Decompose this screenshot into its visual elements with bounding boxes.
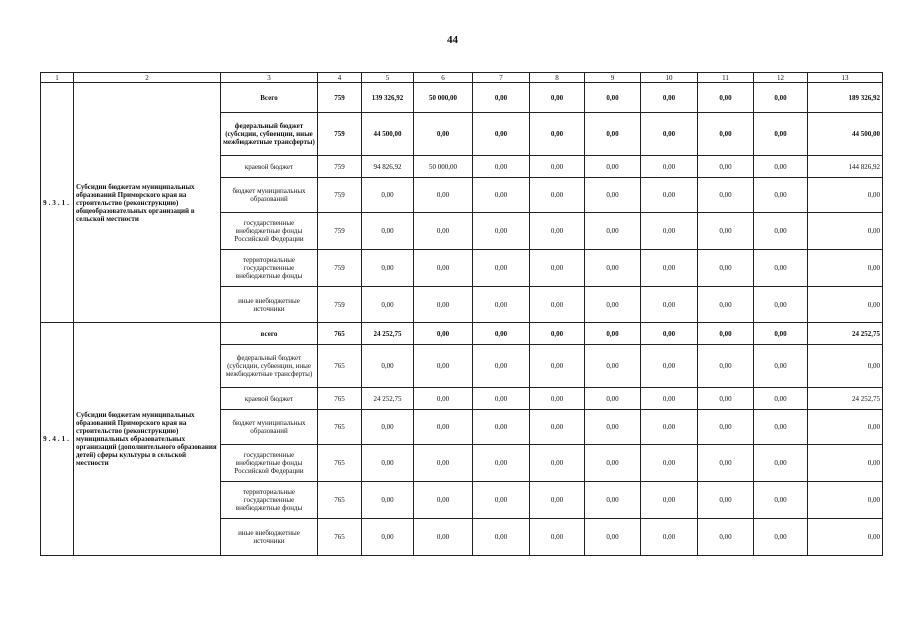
total-amount: 24 252,75 <box>808 388 883 410</box>
year-amount: 0,00 <box>530 156 585 178</box>
year-amount: 0,00 <box>698 323 754 345</box>
year-amount: 0,00 <box>530 445 585 482</box>
section-description: Субсидии бюджетам муниципальных образований Приморского края на строительство (реконструкцию) муниципальных образовательных организаций (дополнительного образования детей) сферы культуры в сельской местности <box>74 323 221 556</box>
year-amount: 0,00 <box>362 213 414 250</box>
year-amount: 0,00 <box>473 178 530 213</box>
year-amount: 0,00 <box>473 345 530 388</box>
year-amount: 0,00 <box>754 178 808 213</box>
year-amount: 0,00 <box>754 445 808 482</box>
year-amount: 0,00 <box>754 345 808 388</box>
year-amount: 0,00 <box>414 482 473 519</box>
total-amount: 44 500,00 <box>808 113 883 156</box>
year-amount: 0,00 <box>754 156 808 178</box>
total-amount: 0,00 <box>808 178 883 213</box>
year-amount: 0,00 <box>585 482 641 519</box>
year-amount: 0,00 <box>362 482 414 519</box>
funding-source: бюджет муниципальных образований <box>221 178 318 213</box>
budget-row <box>41 323 883 345</box>
year-amount: 0,00 <box>585 113 641 156</box>
year-amount: 0,00 <box>585 156 641 178</box>
year-amount: 0,00 <box>754 213 808 250</box>
year-amount: 0,00 <box>530 178 585 213</box>
year-amount: 0,00 <box>473 156 530 178</box>
year-amount: 0,00 <box>698 213 754 250</box>
column-number: 12 <box>754 73 808 83</box>
column-number: 2 <box>74 73 221 83</box>
total-amount: 189 326,92 <box>808 83 883 113</box>
section-description: Субсидии бюджетам муниципальных образований Приморского края на строительство (реконструкцию) общеобразовательных организаций в сельской местности <box>74 83 221 323</box>
year-amount: 0,00 <box>641 83 698 113</box>
year-amount: 0,00 <box>585 323 641 345</box>
year-amount: 0,00 <box>414 445 473 482</box>
year-amount: 0,00 <box>641 213 698 250</box>
year-amount: 0,00 <box>414 213 473 250</box>
department-code: 759 <box>318 156 362 178</box>
year-amount: 0,00 <box>641 388 698 410</box>
section-9-3-1 <box>41 83 883 323</box>
total-amount: 0,00 <box>808 445 883 482</box>
year-amount: 0,00 <box>754 113 808 156</box>
year-amount: 0,00 <box>754 323 808 345</box>
year-amount: 0,00 <box>754 519 808 556</box>
year-amount: 0,00 <box>585 445 641 482</box>
year-amount: 139 326,92 <box>362 83 414 113</box>
year-amount: 0,00 <box>530 345 585 388</box>
year-amount: 0,00 <box>698 287 754 323</box>
year-amount: 0,00 <box>530 287 585 323</box>
year-amount: 0,00 <box>414 410 473 445</box>
year-amount: 0,00 <box>362 410 414 445</box>
column-number: 3 <box>221 73 318 83</box>
funding-source: государственные внебюджетные фонды Российской Федерации <box>221 445 318 482</box>
year-amount: 0,00 <box>641 482 698 519</box>
funding-source: государственные внебюджетные фонды Российской Федерации <box>221 213 318 250</box>
year-amount: 0,00 <box>754 83 808 113</box>
column-number: 1 <box>41 73 74 83</box>
year-amount: 0,00 <box>585 83 641 113</box>
year-amount: 0,00 <box>641 323 698 345</box>
budget-row <box>41 83 883 113</box>
year-amount: 0,00 <box>754 410 808 445</box>
total-amount: 0,00 <box>808 213 883 250</box>
department-code: 759 <box>318 250 362 287</box>
year-amount: 0,00 <box>641 178 698 213</box>
year-amount: 24 252,75 <box>362 323 414 345</box>
year-amount: 0,00 <box>698 250 754 287</box>
department-code: 765 <box>318 445 362 482</box>
year-amount: 44 500,00 <box>362 113 414 156</box>
year-amount: 0,00 <box>530 250 585 287</box>
year-amount: 0,00 <box>530 83 585 113</box>
year-amount: 0,00 <box>414 345 473 388</box>
year-amount: 0,00 <box>585 178 641 213</box>
year-amount: 0,00 <box>530 410 585 445</box>
column-number: 7 <box>473 73 530 83</box>
year-amount: 0,00 <box>362 178 414 213</box>
year-amount: 0,00 <box>473 519 530 556</box>
total-amount: 0,00 <box>808 519 883 556</box>
column-number: 13 <box>808 73 883 83</box>
budget-table <box>40 72 883 556</box>
department-code: 765 <box>318 345 362 388</box>
department-code: 759 <box>318 178 362 213</box>
year-amount: 0,00 <box>530 323 585 345</box>
department-code: 759 <box>318 213 362 250</box>
year-amount: 0,00 <box>530 519 585 556</box>
year-amount: 0,00 <box>641 287 698 323</box>
department-code: 759 <box>318 113 362 156</box>
year-amount: 0,00 <box>698 519 754 556</box>
department-code: 765 <box>318 519 362 556</box>
year-amount: 24 252,75 <box>362 388 414 410</box>
total-amount: 0,00 <box>808 250 883 287</box>
year-amount: 0,00 <box>530 113 585 156</box>
year-amount: 0,00 <box>585 388 641 410</box>
section-code: 9.4.1. <box>41 323 74 556</box>
column-number: 11 <box>698 73 754 83</box>
year-amount: 0,00 <box>414 388 473 410</box>
year-amount: 0,00 <box>473 482 530 519</box>
column-number-row <box>41 73 883 83</box>
funding-source: федеральный бюджет (субсидии, субвенции, иные межбюджетные трансферты) <box>221 345 318 388</box>
year-amount: 0,00 <box>414 287 473 323</box>
funding-source: иные внебюджетные источники <box>221 519 318 556</box>
year-amount: 0,00 <box>641 156 698 178</box>
funding-source: Всего <box>221 83 318 113</box>
year-amount: 0,00 <box>585 345 641 388</box>
department-code: 765 <box>318 323 362 345</box>
department-code: 765 <box>318 388 362 410</box>
year-amount: 0,00 <box>414 113 473 156</box>
year-amount: 0,00 <box>362 345 414 388</box>
year-amount: 0,00 <box>641 345 698 388</box>
page-number: 44 <box>447 34 458 46</box>
year-amount: 0,00 <box>473 113 530 156</box>
year-amount: 0,00 <box>585 213 641 250</box>
year-amount: 0,00 <box>698 482 754 519</box>
funding-source: территориальные государственные внебюджетные фонды <box>221 250 318 287</box>
column-number: 5 <box>362 73 414 83</box>
year-amount: 0,00 <box>362 287 414 323</box>
year-amount: 0,00 <box>473 445 530 482</box>
year-amount: 0,00 <box>641 113 698 156</box>
year-amount: 0,00 <box>530 388 585 410</box>
year-amount: 0,00 <box>473 410 530 445</box>
year-amount: 0,00 <box>585 287 641 323</box>
column-number: 8 <box>530 73 585 83</box>
column-number: 4 <box>318 73 362 83</box>
funding-source: федеральный бюджет (субсидии, субвенции, иные межбюджетные трансферты) <box>221 113 318 156</box>
year-amount: 0,00 <box>698 113 754 156</box>
year-amount: 0,00 <box>473 388 530 410</box>
year-amount: 0,00 <box>698 156 754 178</box>
section-9-4-1 <box>41 323 883 556</box>
department-code: 765 <box>318 410 362 445</box>
year-amount: 0,00 <box>473 250 530 287</box>
year-amount: 0,00 <box>414 323 473 345</box>
year-amount: 0,00 <box>754 388 808 410</box>
department-code: 759 <box>318 287 362 323</box>
department-code: 759 <box>318 83 362 113</box>
total-amount: 24 252,75 <box>808 323 883 345</box>
year-amount: 94 826,92 <box>362 156 414 178</box>
year-amount: 0,00 <box>414 519 473 556</box>
year-amount: 0,00 <box>473 287 530 323</box>
funding-source: иные внебюджетные источники <box>221 287 318 323</box>
year-amount: 0,00 <box>414 178 473 213</box>
total-amount: 0,00 <box>808 287 883 323</box>
year-amount: 0,00 <box>362 445 414 482</box>
funding-source: территориальные государственные внебюджетные фонды <box>221 482 318 519</box>
year-amount: 0,00 <box>414 250 473 287</box>
year-amount: 0,00 <box>530 482 585 519</box>
funding-source: всего <box>221 323 318 345</box>
year-amount: 0,00 <box>473 213 530 250</box>
section-code: 9.3.1. <box>41 83 74 323</box>
year-amount: 0,00 <box>698 178 754 213</box>
column-number: 6 <box>414 73 473 83</box>
year-amount: 0,00 <box>585 410 641 445</box>
year-amount: 50 000,00 <box>414 83 473 113</box>
year-amount: 0,00 <box>698 388 754 410</box>
year-amount: 0,00 <box>585 250 641 287</box>
funding-source: краевой бюджет <box>221 156 318 178</box>
year-amount: 0,00 <box>698 83 754 113</box>
year-amount: 50 000,00 <box>414 156 473 178</box>
department-code: 765 <box>318 482 362 519</box>
column-number: 10 <box>641 73 698 83</box>
year-amount: 0,00 <box>698 445 754 482</box>
column-number: 9 <box>585 73 641 83</box>
total-amount: 0,00 <box>808 410 883 445</box>
year-amount: 0,00 <box>641 250 698 287</box>
total-amount: 0,00 <box>808 482 883 519</box>
year-amount: 0,00 <box>698 410 754 445</box>
year-amount: 0,00 <box>754 250 808 287</box>
year-amount: 0,00 <box>362 519 414 556</box>
year-amount: 0,00 <box>754 482 808 519</box>
year-amount: 0,00 <box>473 323 530 345</box>
total-amount: 0,00 <box>808 345 883 388</box>
total-amount: 144 826,92 <box>808 156 883 178</box>
year-amount: 0,00 <box>530 213 585 250</box>
funding-source: бюджет муниципальных образований <box>221 410 318 445</box>
year-amount: 0,00 <box>641 519 698 556</box>
funding-source: краевой бюджет <box>221 388 318 410</box>
year-amount: 0,00 <box>698 345 754 388</box>
year-amount: 0,00 <box>641 445 698 482</box>
year-amount: 0,00 <box>473 83 530 113</box>
year-amount: 0,00 <box>585 519 641 556</box>
year-amount: 0,00 <box>754 287 808 323</box>
year-amount: 0,00 <box>641 410 698 445</box>
year-amount: 0,00 <box>362 250 414 287</box>
